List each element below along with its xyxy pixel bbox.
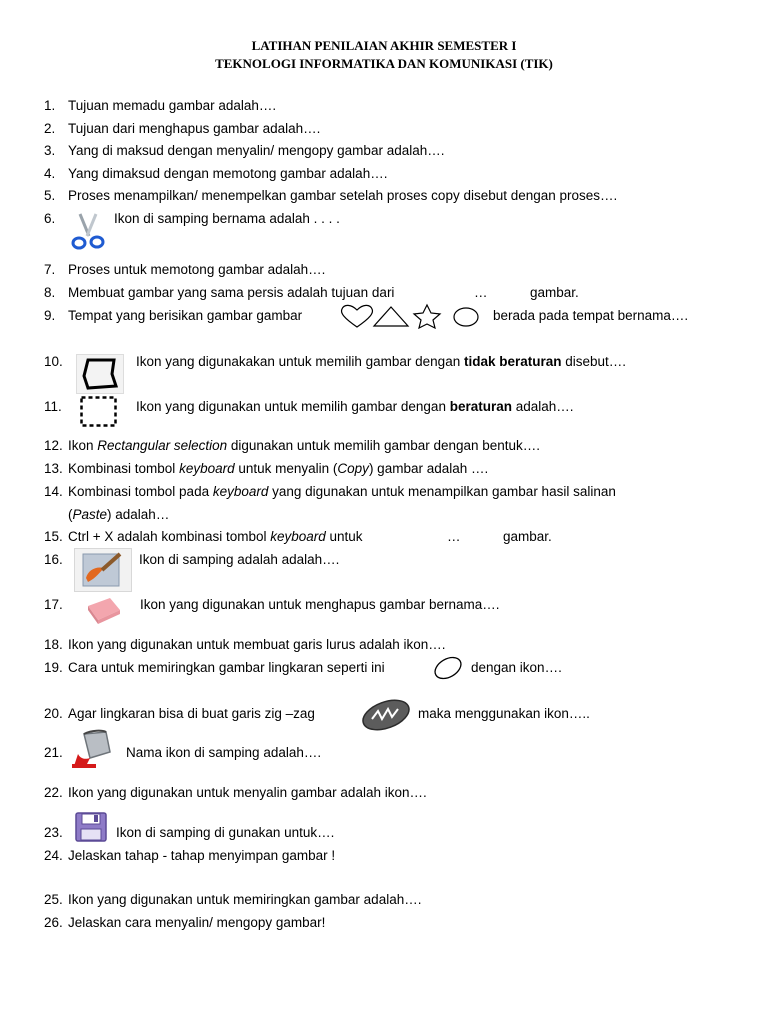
triangle-shape-icon xyxy=(374,307,408,326)
scissors-icon xyxy=(70,212,106,252)
oval-shape-icon xyxy=(454,308,478,326)
question-20-end: maka menggunakan ikon….. xyxy=(418,706,590,721)
question-16-text: Ikon di samping adalah adalah…. xyxy=(139,552,340,567)
document-subtitle: TEKNOLOGI INFORMATIKA DAN KOMUNIKASI (TIK) xyxy=(215,56,553,71)
question-14: 14. Kombinasi tombol pada keyboard yang digunakan untuk menampilkan gambar hasil salinan xyxy=(44,484,616,499)
question-8-end: gambar. xyxy=(530,285,579,300)
question-22: 22. Ikon yang digunakan untuk menyalin gambar adalah ikon…. xyxy=(44,785,427,800)
eraser-icon xyxy=(80,594,126,628)
question-1: 1. Tujuan memadu gambar adalah…. xyxy=(44,98,277,113)
question-14-line2: (Paste) adalah… xyxy=(68,507,170,522)
question-16: 16. xyxy=(44,552,63,567)
question-3: 3. Yang di maksud dengan menyalin/ mengopy gambar adalah…. xyxy=(44,143,445,158)
question-24: 24. Jelaskan tahap - tahap menyimpan gambar ! xyxy=(44,848,336,863)
shapes-group xyxy=(340,303,486,329)
question-9-end: berada pada tempat bernama…. xyxy=(493,308,689,323)
floppy-disk-icon xyxy=(75,812,107,842)
question-15-end: gambar. xyxy=(503,529,552,544)
tilted-oval-icon xyxy=(432,654,464,682)
question-19-end: dengan ikon…. xyxy=(471,660,562,675)
question-9: 9. Tempat yang berisikan gambar gambar xyxy=(44,308,303,323)
question-2: 2. Tujuan dari menghapus gambar adalah…. xyxy=(44,121,321,136)
heart-shape-icon xyxy=(342,305,373,327)
paint-bucket-icon xyxy=(70,728,120,770)
question-6: 6. xyxy=(44,211,56,226)
brush-icon xyxy=(74,548,132,592)
rectangular-select-icon xyxy=(80,396,118,428)
free-form-select-icon xyxy=(76,354,124,394)
question-11: 11. xyxy=(44,399,62,414)
question-11-text: Ikon yang digunakan untuk memilih gambar dengan beraturan adalah…. xyxy=(136,399,574,414)
question-6-text: Ikon di samping bernama adalah . . . . xyxy=(114,211,340,226)
question-13: 13. Kombinasi tombol keyboard untuk menyalin (Copy) gambar adalah …. xyxy=(44,461,489,476)
question-8: 8. Membuat gambar yang sama persis adalah tujuan dari xyxy=(44,285,395,300)
question-17: 17. xyxy=(44,597,63,612)
question-21: 21. xyxy=(44,745,63,760)
question-15-dots: … xyxy=(447,529,461,544)
question-25: 25. Ikon yang digunakan untuk memiringkan gambar adalah…. xyxy=(44,892,422,907)
question-15: 15. Ctrl + X adalah kombinasi tombol keyboard untuk xyxy=(44,529,363,544)
question-23: 23. xyxy=(44,825,63,840)
question-18: 18. Ikon yang digunakan untuk membuat garis lurus adalah ikon…. xyxy=(44,637,446,652)
question-12: 12. Ikon Rectangular selection digunakan untuk memilih gambar dengan bentuk…. xyxy=(44,438,541,453)
document-title: LATIHAN PENILAIAN AKHIR SEMESTER I xyxy=(251,38,517,53)
question-10: 10. xyxy=(44,354,63,369)
question-5: 5. Proses menampilkan/ menempelkan gambar setelah proses copy disebut dengan proses…. xyxy=(44,188,618,203)
question-8-dots: … xyxy=(474,285,488,300)
question-26: 26. Jelaskan cara menyalin/ mengopy gambar! xyxy=(44,915,326,930)
question-17-text: Ikon yang digunakan untuk menghapus gambar bernama…. xyxy=(140,597,500,612)
question-7: 7. Proses untuk memotong gambar adalah…. xyxy=(44,262,326,277)
zigzag-oval-icon xyxy=(360,697,412,733)
star-shape-icon xyxy=(414,305,440,328)
question-20: 20. Agar lingkaran bisa di buat garis zig –zag xyxy=(44,706,315,721)
question-23-text: Ikon di samping di gunakan untuk…. xyxy=(116,825,335,840)
question-21-text: Nama ikon di samping adalah…. xyxy=(126,745,322,760)
question-4: 4. Yang dimaksud dengan memotong gambar adalah…. xyxy=(44,166,388,181)
question-19: 19. Cara untuk memiringkan gambar lingkaran seperti ini xyxy=(44,660,385,675)
question-10-text: Ikon yang digunakakan untuk memilih gambar dengan tidak beraturan disebut…. xyxy=(136,354,627,369)
